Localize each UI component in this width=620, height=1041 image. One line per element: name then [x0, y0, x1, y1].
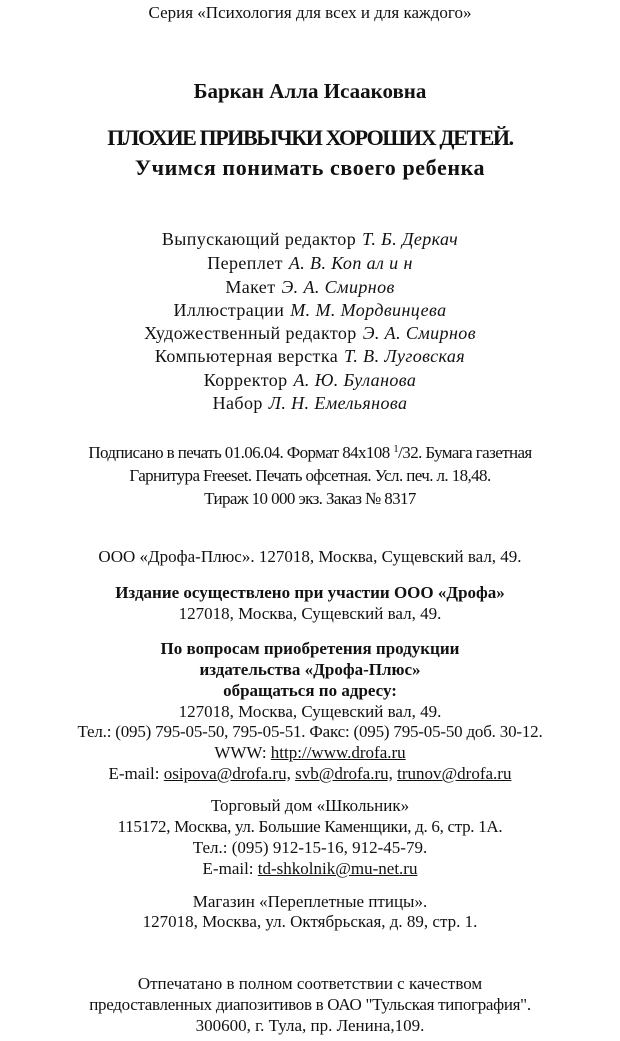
- purchase-www: WWW: http://www.drofa.ru: [214, 743, 406, 762]
- participation-address: 127018, Москва, Сущевский вал, 49.: [178, 604, 442, 623]
- credit-role: Переплет: [207, 253, 283, 273]
- purchase-emails: E-mail: osipova@drofa.ru, svb@drofa.ru, trunov@drofa.ru: [108, 764, 512, 783]
- printing-line: предоставленных диапозитивов в ОАО "Тульская типография".: [89, 995, 531, 1014]
- series-line: Серия «Психология для всех и для каждого»: [148, 3, 472, 22]
- credit-person: А. В. Коп ал и н: [288, 253, 413, 273]
- trade-house-address: 115172, Москва, ул. Большие Каменщики, д. 6, стр. 1А.: [117, 817, 503, 836]
- credit-role: Корректор: [203, 370, 288, 390]
- credit-line: [0, 394, 620, 412]
- credit-role: Компьютерная верстка: [154, 346, 339, 366]
- credit-role: Художественный редактор: [144, 323, 357, 343]
- shop-address: 127018, Москва, ул. Октябрьская, д. 89, стр. 1.: [142, 912, 478, 931]
- author-name: Баркан Алла Исааковна: [193, 79, 427, 103]
- book-subtitle: Учимся понимать своего ребенка: [134, 155, 486, 180]
- credit-role: Иллюстрации: [173, 300, 285, 320]
- purchase-address: 127018, Москва, Сущевский вал, 49.: [178, 702, 442, 721]
- credit-line: [0, 230, 620, 248]
- credit-person: Э. А. Смирнов: [362, 323, 476, 343]
- purchase-phones: Тел.: (095) 795-05-50, 795-05-51. Факс: (095) 795-05-50 доб. 30-12.: [77, 722, 543, 741]
- book-title: ПЛОХИЕ ПРИВЫЧКИ ХОРОШИХ ДЕТЕЙ.: [107, 125, 513, 150]
- trade-house-email: E-mail: td-shkolnik@mu-net.ru: [202, 859, 418, 878]
- credit-line: [0, 371, 620, 389]
- credit-line: [0, 347, 620, 365]
- purchase-heading: обращаться по адресу:: [223, 681, 397, 700]
- credit-line: [0, 278, 620, 296]
- printing-line: 300600, г. Тула, пр. Ленина,109.: [195, 1016, 425, 1035]
- email-link[interactable]: td-shkolnik@mu-net.ru: [257, 859, 418, 878]
- format-fraction: 1: [393, 443, 399, 455]
- credit-line: [0, 301, 620, 319]
- purchase-heading: издательства «Дрофа-Плюс»: [199, 660, 421, 679]
- imprint-line: Подписано в печать 01.06.04. Формат 84x108 $^1$/32. Бумага газетная: [88, 443, 532, 462]
- participation-heading: Издание осуществлено при участии ООО «Дрофа»: [115, 583, 505, 602]
- credit-person: М. М. Мордвинцева: [290, 300, 447, 320]
- email-link[interactable]: svb@drofa.ru,: [295, 764, 393, 783]
- purchase-heading: По вопросам приобретения продукции: [160, 639, 460, 658]
- website-link[interactable]: http://www.drofa.ru: [270, 743, 406, 762]
- shop-name: Магазин «Переплетные птицы».: [192, 892, 428, 911]
- trade-house-phones: Тел.: (095) 912-15-16, 912-45-79.: [192, 838, 428, 857]
- credit-line: [0, 254, 620, 272]
- imprint-line: Тираж 10 000 экз. Заказ № 8317: [204, 489, 416, 508]
- credit-person: Т. Б. Деркач: [362, 229, 459, 249]
- credit-person: Л. Н. Емельянова: [268, 393, 408, 413]
- email-link[interactable]: osipova@drofa.ru,: [163, 764, 291, 783]
- credit-person: Э. А. Смирнов: [281, 277, 395, 297]
- email-link[interactable]: trunov@drofa.ru: [397, 764, 512, 783]
- credit-role: Макет: [225, 277, 276, 297]
- credit-person: Т. В. Луговская: [344, 346, 466, 366]
- printing-line: Отпечатано в полном соответствии с качеством: [137, 974, 483, 993]
- publisher-address: ООО «Дрофа-Плюс». 127018, Москва, Сущевский вал, 49.: [98, 547, 522, 566]
- credit-line: [0, 324, 620, 342]
- credit-role: Набор: [212, 393, 263, 413]
- credit-person: А. Ю. Буланова: [293, 370, 417, 390]
- trade-house-name: Торговый дом «Школьник»: [210, 796, 410, 815]
- imprint-line: Гарнитура Freeset. Печать офсетная. Усл. печ. л. 18,48.: [129, 466, 491, 485]
- credit-role: Выпускающий редактор: [161, 229, 357, 249]
